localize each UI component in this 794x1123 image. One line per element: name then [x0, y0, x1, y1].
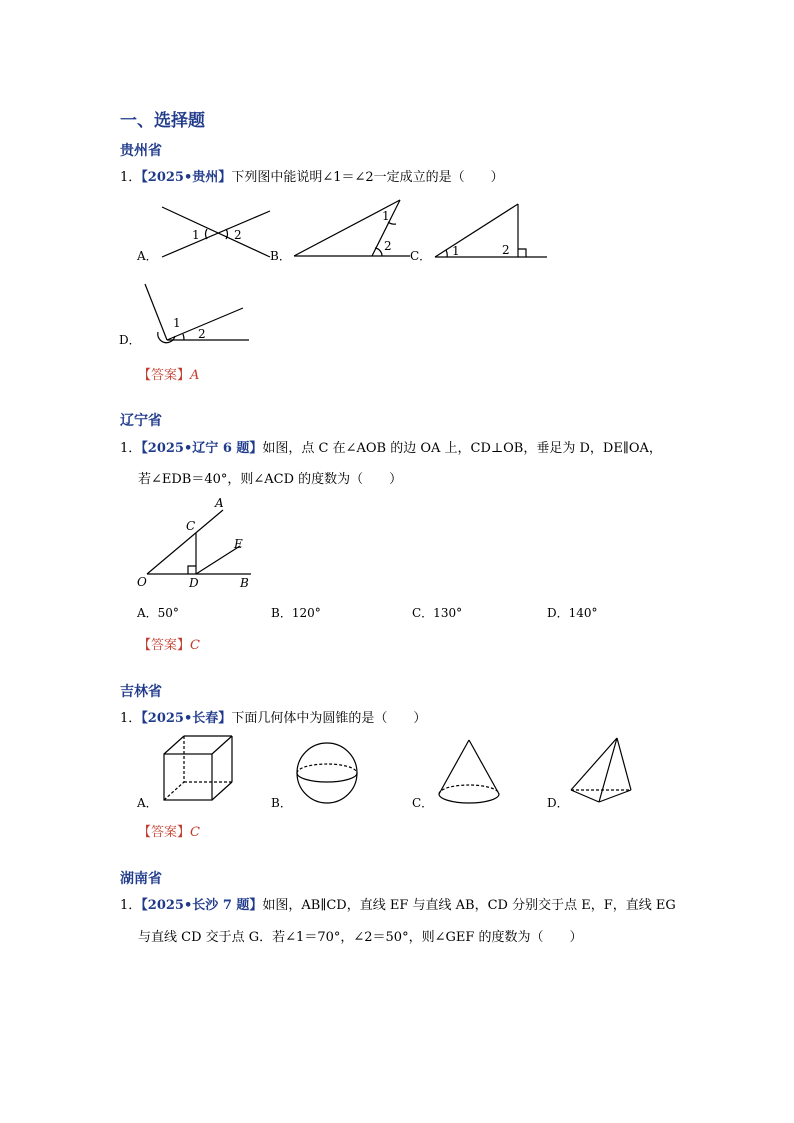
source-close: 】	[249, 441, 263, 456]
option-a-label: A．	[137, 249, 158, 263]
option-a: A．50°	[137, 606, 179, 620]
question-text-line2: 与直线 CD 交于点 G．若∠1＝70°，∠2＝50°，则∠GEF 的度数为（ ）	[138, 930, 583, 945]
question-text: 下列图中能说明∠1＝∠2一定成立的是（ ）	[231, 170, 504, 185]
point-e-label: E	[234, 537, 243, 551]
province-heading-guizhou: 贵州省	[120, 143, 162, 159]
option-d-label: D．	[119, 333, 141, 347]
question-number: 1．	[120, 441, 142, 456]
point-b-label: B	[240, 576, 249, 590]
option-d-label: D．	[547, 796, 569, 810]
answer-label: 【答案】	[138, 638, 191, 653]
source-open: 【	[141, 711, 148, 726]
source-close: 】	[218, 170, 232, 185]
answer-label: 【答案】	[138, 368, 191, 383]
question-text-line2: 若∠EDB＝40°，则∠ACD 的度数为（ ）	[138, 472, 403, 487]
option-c: C．130°	[412, 606, 463, 620]
source-open: 【	[141, 170, 148, 185]
answer-guizhou	[138, 364, 199, 383]
question-source: 2025•长春	[147, 711, 219, 726]
figure-guizhou-b	[292, 198, 412, 260]
section-title: 一、选择题	[120, 111, 205, 131]
option-b-label: B．	[270, 249, 291, 263]
point-o-label: O	[137, 575, 147, 589]
answer-value: C	[190, 638, 200, 653]
question-text-line1: 如图，点 C 在∠AOB 的边 OA 上，CD⊥OB，垂足为 D，DE∥OA，	[262, 441, 662, 456]
angle-2-label: 2	[234, 228, 242, 242]
question-text-line1: 如图，AB∥CD，直线 EF 与直线 AB，CD 分别交于点 E，F，直线 EG	[262, 898, 676, 913]
figure-guizhou-a	[160, 205, 275, 260]
province-heading-liaoning: 辽宁省	[120, 413, 162, 429]
question-source: 2025•贵州	[147, 170, 219, 185]
question-jilin	[120, 707, 426, 726]
answer-value: C	[190, 825, 200, 840]
angle-2-label: 2	[384, 239, 392, 253]
question-source: 2025•辽宁 6 题	[147, 441, 250, 456]
figure-jilin-pyramid	[569, 736, 635, 806]
answer-jilin	[138, 821, 200, 840]
source-open: 【	[141, 441, 148, 456]
question-number: 1．	[120, 170, 142, 185]
answer-label: 【答案】	[138, 825, 191, 840]
angle-1-label: 1	[192, 228, 200, 242]
answer-value: A	[190, 368, 200, 383]
question-guizhou	[120, 166, 504, 185]
province-heading-jilin: 吉林省	[120, 684, 162, 700]
province-heading-hunan: 湖南省	[120, 871, 162, 887]
question-hunan	[120, 894, 676, 913]
figure-guizhou-c	[433, 202, 551, 260]
question-number: 1．	[120, 711, 142, 726]
point-a-label: A	[215, 496, 224, 510]
figure-liaoning	[135, 496, 260, 594]
point-c-label: C	[186, 519, 196, 533]
question-liaoning	[120, 437, 662, 456]
figure-guizhou-d	[143, 282, 253, 344]
option-a-label: A．	[137, 796, 158, 810]
source-close: 】	[249, 898, 263, 913]
angle-1-label: 1	[452, 244, 460, 258]
angle-1-label: 1	[382, 209, 390, 223]
question-text: 下面几何体中为圆锥的是（ ）	[231, 711, 427, 726]
option-c-label: C．	[410, 249, 432, 263]
figure-jilin-cone	[436, 738, 504, 806]
option-d: D．140°	[547, 606, 598, 620]
option-b: B．120°	[271, 606, 321, 620]
answer-liaoning	[138, 634, 200, 653]
point-d-label: D	[189, 576, 199, 590]
question-source: 2025•长沙 7 题	[147, 898, 250, 913]
option-c-label: C．	[412, 796, 434, 810]
source-open: 【	[141, 898, 148, 913]
figure-jilin-sphere	[295, 742, 361, 806]
question-number: 1．	[120, 898, 142, 913]
option-b-label: B．	[271, 796, 292, 810]
angle-2-label: 2	[502, 243, 510, 257]
figure-jilin-cube	[160, 734, 238, 804]
angle-2-label: 2	[198, 327, 206, 341]
source-close: 】	[218, 711, 232, 726]
angle-1-label: 1	[173, 316, 181, 330]
